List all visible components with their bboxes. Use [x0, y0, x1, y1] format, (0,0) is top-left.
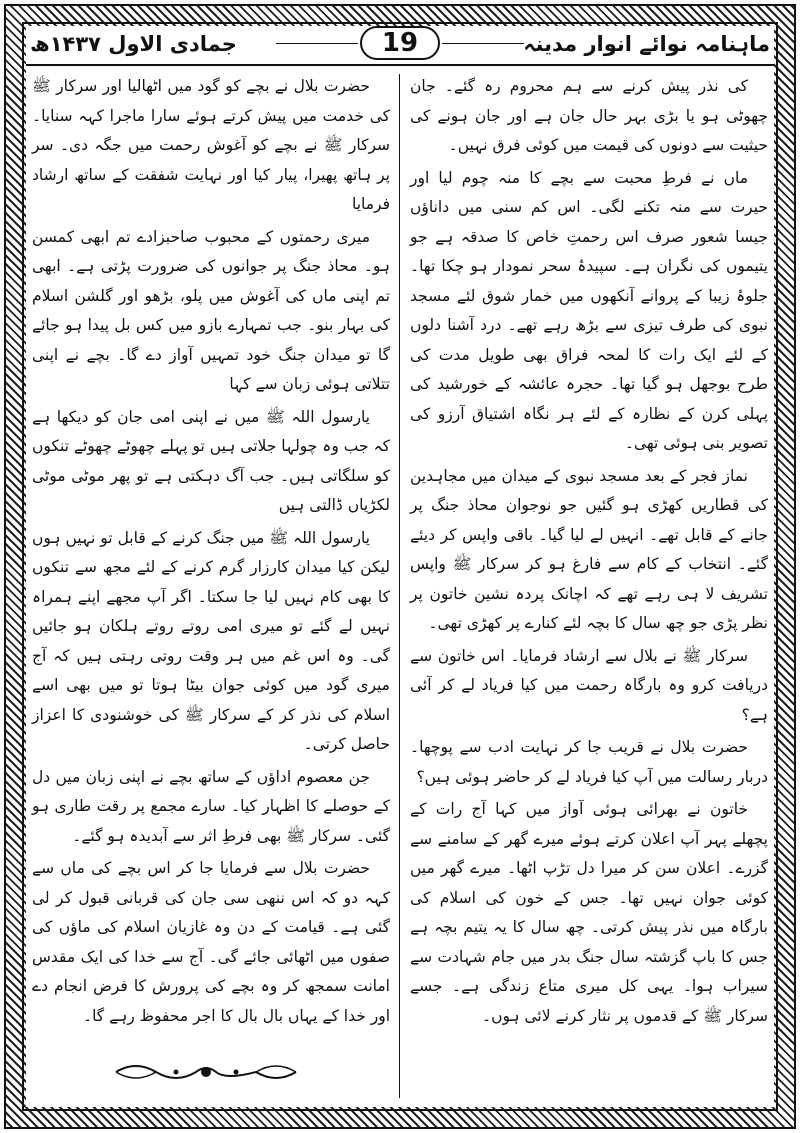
paragraph: حضرت بلال نے بچے کو گود میں اٹھالیا اور سرکار ﷺ کی خدمت میں پیش کرتے ہوئے سارا ماجرا کہہ سنایا۔ سرکار ﷺ نے بچے کو آغوش رحمت میں جگہ دی۔ سر پر ہاتھ پھیرا، پیار کیا اور نہایت شفقت کے ساتھ ارشاد فرمایا [32, 77, 390, 213]
page-header [26, 26, 774, 66]
paragraph: یارسول اللہ ﷺ میں جنگ کرنے کے قابل تو نہیں ہوں لیکن کیا میدان کارزار گرم کرنے کے لئے مجھ سے تنکوں کا بھی کام نہیں لیا جا سکتا۔ اگر آپ مجھے اپنے ہمراہ نہیں لے گئے تو میری امی روتے روتے ہلکان ہو جائیں گی۔ وہ اس غم میں ہر وقت روتی رہتی ہیں کہ آج میری گود میں کوئی جوان بیٹا ہوتا تو میں بھی اسے اسلام کی نذر کر کے سرکار ﷺ کی خوشنودی کا اعزاز حاصل کرتی۔ [32, 528, 390, 753]
issue-date: جمادی الاول ۱۴۳۷ھ [30, 32, 237, 56]
header-rule-left [276, 43, 358, 44]
paragraph: میری رحمتوں کے محبوب صاحبزادے تم ابھی کمسن ہو۔ محاذ جنگ پر جوانوں کی ضرورت پڑتی ہے۔ ابھی تم اپنی ماں کی آغوش میں پلو، بڑھو اور گلشن اسلام کی بہار بنو۔ جب تمہارے بازو میں کس بل پیدا ہو جائے گا تو میدان جنگ خود تمہیں آواز دے گا۔ بچے نے اپنی تتلاتی ہوئی زبان سے کہا [32, 227, 390, 393]
paragraph: حضرت بلال سے فرمایا جا کر اس بچے کی ماں سے کہہ دو کہ اس ننھی سی جان کی قربانی قبول کر لی گئی ہے۔ قیامت کے دن وہ غازیان اسلام کی ماؤں کی صفوں میں اٹھائی جائے گی۔ آج سے خدا کی ایک مقدس امانت سمجھ کر وہ بچے کی پرورش کا فرض انجام دے اور خدا کے یہاں بال بال کا اجر محفوظ رہے گا۔ [32, 859, 390, 1025]
paragraph: خاتون نے بھرائی ہوئی آواز میں کہا آج رات کے پچھلے پہر آپ اعلان کرتے ہوئے میرے گھر کے سامنے سے گزرے۔ اعلان سن کر میرا دل تڑپ اٹھا۔ میرے گھر میں کوئی جوان نہیں تھا۔ جس کے خون کی اسلام کی بارگاہ میں نذر پیش کرتی۔ چھ سال کا یہ یتیم بچہ ہے جس کا باپ گزشتہ سال جنگ بدر میں جام شہادت سے سیراب ہوا۔ یہی کل میری متاع زندگی ہے۔ جسے سرکار ﷺ کے قدموں پر نثار کرنے لائی ہوں۔ [410, 800, 768, 1025]
page [26, 26, 774, 1107]
end-ornament-icon [106, 1058, 306, 1086]
paragraph: سرکار ﷺ نے بلال سے ارشاد فرمایا۔ اس خاتون سے دریافت کرو وہ بارگاہ رحمت میں کیا فریاد لے کر آئی ہے؟ [410, 646, 768, 724]
left-column [32, 72, 390, 1100]
paragraph: نماز فجر کے بعد مسجد نبوی کے میدان میں مجاہدین کی قطاریں کھڑی ہو گئیں جو نوجوان محاذ جنگ پر جانے کے قابل تھے۔ انہیں لے لیا گیا۔ باقی واپس کر دیئے گئے۔ انتخاب کے کام سے فارغ ہو کر سرکار ﷺ واپس تشریف لا ہی رہے تھے کہ اچانک پردہ نشین خاتون پر نظر پڑی جو چھ سال کا بچہ لئے کنارے پر کھڑی تھی۔ [410, 466, 768, 632]
column-divider [399, 74, 400, 1098]
paragraph: جن معصوم اداؤں کے ساتھ بچے نے اپنی زبان میں دل کے حوصلے کا اظہار کیا۔ سارے مجمع پر رقت طاری ہو گئی۔ سرکار ﷺ بھی فرطِ اثر سے آبدیدہ ہو گئے۔ [32, 767, 390, 845]
paragraph: کی نذر پیش کرنے سے ہم محروم رہ گئے۔ جان چھوٹی ہو یا بڑی بہر حال جان ہے اور جان ہونے کی حیثیت سے دونوں کی قیمت میں کوئی فرق نہیں۔ [410, 77, 768, 154]
page-number: 19 [360, 26, 440, 60]
magazine-title: ماہنامہ نوائے انوار مدینہ [523, 32, 770, 56]
paragraph: ماں نے فرطِ محبت سے بچے کا منہ چوم لیا اور حیرت سے منہ تکنے لگی۔ اس کم سنی میں داناؤں جیسا شعور صرف اس رحمتِ خاص کا صدقہ ہے جو یتیموں کی نگران ہے۔ سپیدۂ سحر نمودار ہو چکا تھا۔ جلوۂ زیبا کے پروانے آنکھوں میں خمار شوق لئے مسجد نبوی کی طرف تیزی سے بڑھ رہے تھے۔ درد آشنا دلوں کے لئے ایک رات کا لمحہ فراق بھی طویل مدت کی طرح بوجھل ہو گیا تھا۔ حجرہ عائشہ کے خورشید کی پہلی کرن کے نظارہ کے لئے ہر نگاہ اشتیاق آرزو کی تصویر بنی ہوئی تھی۔ [410, 168, 768, 452]
paragraph: یارسول اللہ ﷺ میں نے اپنی امی جان کو دیکھا ہے کہ جب وہ چولہا جلاتی ہیں تو پہلے چھوٹے چھوٹے تنکوں کو سلگاتی ہیں۔ جب آگ دہکتی ہے تو پھر موٹی موٹی لکڑیاں ڈالتی ہیں [32, 407, 390, 514]
paragraph: حضرت بلال نے قریب جا کر نہایت ادب سے پوچھا۔ دربار رسالت میں آپ کیا فریاد لے کر حاضر ہوئی ہیں؟ [410, 738, 768, 786]
right-column [410, 72, 768, 1100]
